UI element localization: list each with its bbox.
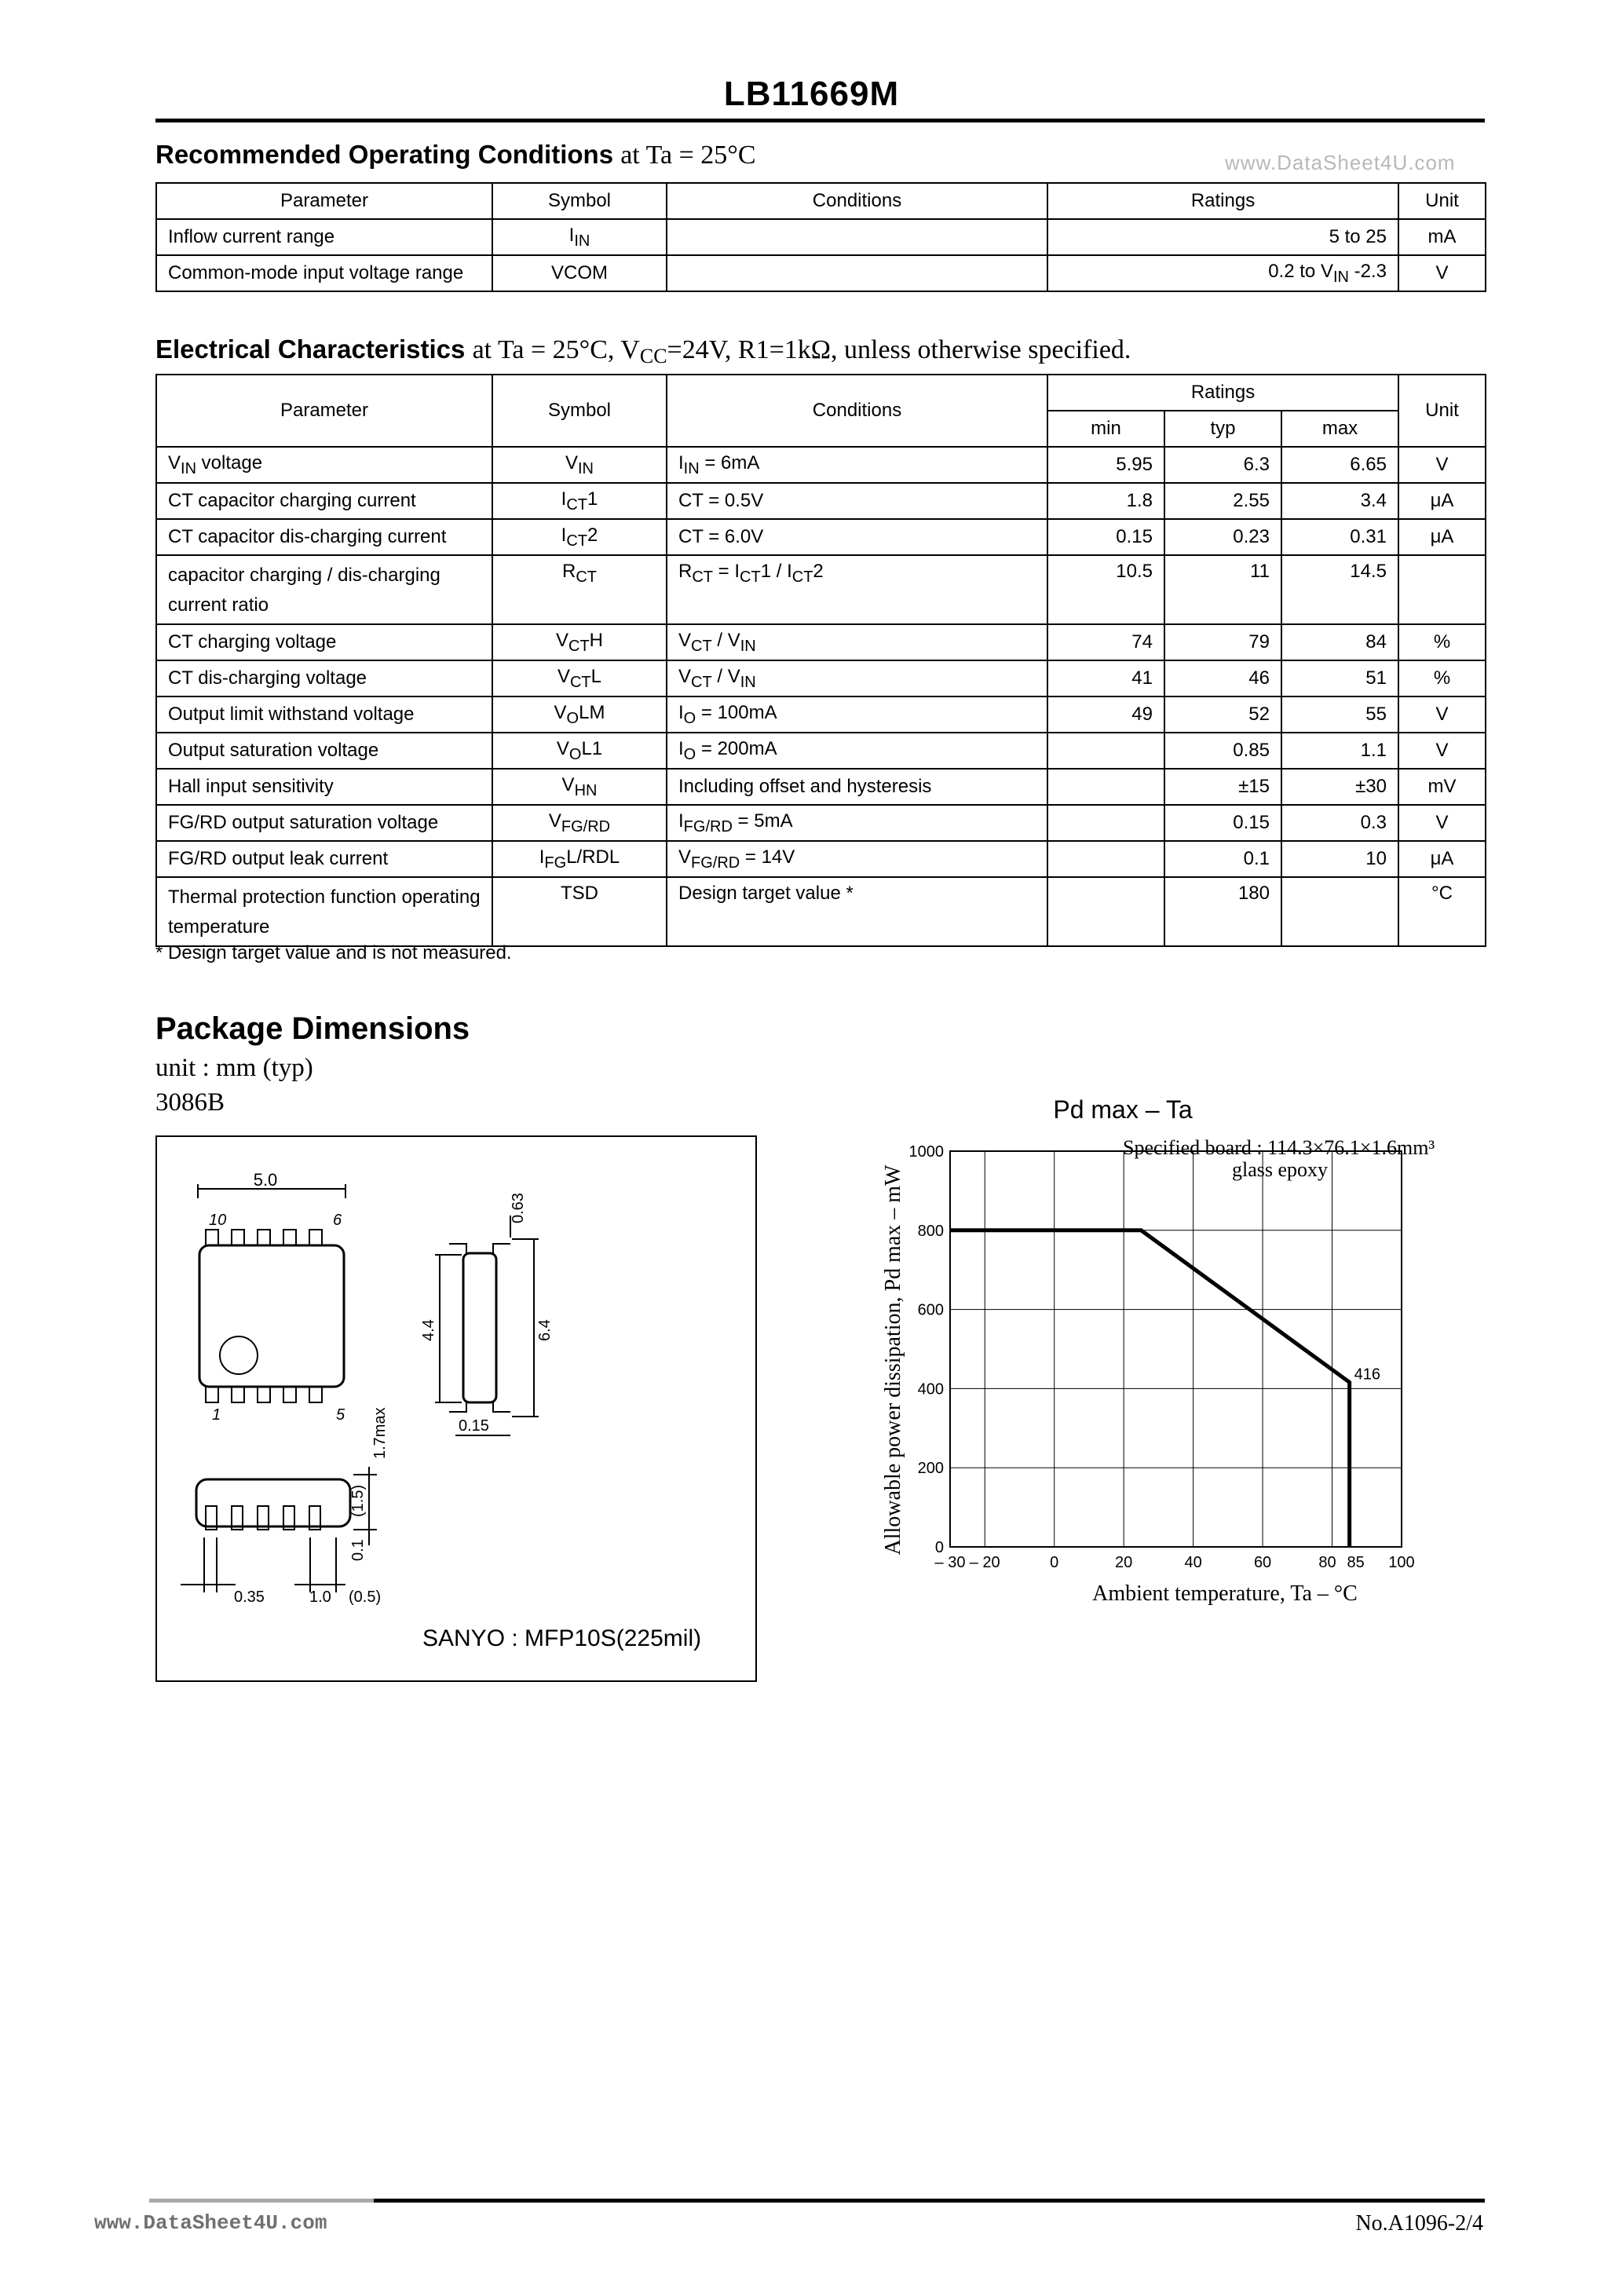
sym-main: I	[568, 224, 575, 246]
front-view	[181, 1467, 377, 1592]
electrical-heading-text: Electrical Characteristics	[155, 335, 466, 364]
param-text: V	[168, 452, 181, 473]
cell-cond	[667, 769, 1047, 805]
cell-cond	[667, 696, 1047, 733]
sym-sub: CT	[566, 532, 587, 550]
col-ratings: Ratings	[1047, 375, 1398, 411]
cond-sub: CT	[691, 673, 712, 691]
col-parameter: Parameter	[156, 375, 492, 447]
cell-symbol	[492, 555, 667, 624]
recommended-table	[155, 182, 1486, 292]
cell-param	[156, 483, 492, 519]
point-label-416: 416	[1354, 1366, 1381, 1384]
cond-main: Design target value *	[678, 883, 854, 904]
sym-main: V	[556, 737, 569, 759]
cond-main: V	[678, 846, 692, 868]
table-row	[156, 769, 1486, 805]
y-tick-label: 800	[917, 1222, 944, 1240]
y-tick-label: 200	[917, 1460, 944, 1478]
cell-min: 74	[1047, 624, 1164, 660]
sym-main: I	[561, 524, 567, 546]
cell-unit: μA	[1398, 483, 1486, 519]
cell-max: 6.65	[1281, 447, 1398, 483]
cell-cond	[667, 519, 1047, 555]
cond-sub: O	[683, 709, 696, 727]
rating-post: -2.3	[1348, 260, 1387, 282]
chart-annotation-epoxy: glass epoxy	[1231, 1158, 1329, 1181]
cell-cond	[667, 555, 1047, 624]
param-text-2: voltage	[196, 452, 263, 473]
cell-unit: mA	[1398, 219, 1486, 255]
col-conditions: Conditions	[667, 183, 1047, 219]
param-text: FG/RD output leak current	[168, 848, 389, 869]
rating-sub: IN	[1332, 268, 1349, 286]
cell-min	[1047, 877, 1164, 946]
chart-xlabel: Ambient temperature, Ta – °C	[1092, 1581, 1358, 1606]
cell-cond	[667, 483, 1047, 519]
cell-max: 51	[1281, 660, 1398, 696]
top-lead	[449, 1244, 510, 1253]
recommended-heading-cond: at Ta = 25°C	[620, 141, 756, 170]
cond-sub: CT	[692, 569, 714, 586]
param-sub: IN	[181, 459, 197, 477]
sym-suffix: 1	[587, 488, 598, 510]
sym-main: V	[557, 665, 570, 687]
pin1-marker	[220, 1336, 258, 1374]
cond-main: V	[678, 629, 692, 651]
table-row	[156, 624, 1486, 660]
cell-param: Inflow current range	[156, 219, 492, 255]
y-tick-label: 1000	[908, 1143, 944, 1161]
col-parameter: Parameter	[156, 183, 492, 219]
col-conditions: Conditions	[667, 375, 1047, 447]
col-unit: Unit	[1398, 375, 1486, 447]
cell-cond	[667, 733, 1047, 769]
cell-unit: V	[1398, 255, 1486, 291]
cell-typ: 52	[1164, 696, 1281, 733]
chart-title: Pd max – Ta	[1053, 1095, 1193, 1124]
cell-param	[156, 447, 492, 483]
x-tick-label: 60	[1253, 1554, 1272, 1571]
cell-max: 55	[1281, 696, 1398, 733]
cond-main: I	[678, 737, 684, 759]
electrical-table	[155, 374, 1486, 947]
cell-symbol	[492, 660, 667, 696]
param-text: FG/RD output saturation voltage	[168, 812, 439, 833]
cell-unit: μA	[1398, 519, 1486, 555]
sym-main: V	[565, 452, 578, 473]
col-min: min	[1047, 411, 1164, 447]
cond-text: / V	[711, 629, 740, 651]
cell-symbol	[492, 624, 667, 660]
cond-text-3: 2	[813, 561, 824, 582]
y-tick-label: 400	[917, 1380, 944, 1398]
cell-min	[1047, 733, 1164, 769]
param-text: CT capacitor dis-charging current	[168, 526, 447, 547]
cond-sub: CT	[691, 637, 712, 655]
cell-param	[156, 660, 492, 696]
sym-main: TSD	[561, 883, 598, 904]
cell-max: 0.3	[1281, 805, 1398, 841]
sym-sub: FG/RD	[561, 817, 611, 835]
front-body	[196, 1479, 350, 1526]
watermark-top[interactable]: www.DataSheet4U.com	[1225, 151, 1456, 174]
cell-min: 41	[1047, 660, 1164, 696]
pin-10-label: 10	[209, 1212, 227, 1229]
cond-text-2: 1 / I	[760, 561, 792, 582]
cell-max: 3.4	[1281, 483, 1398, 519]
cell-typ: 11	[1164, 555, 1281, 624]
cell-rating	[1047, 255, 1398, 291]
cell-cond	[667, 660, 1047, 696]
cell-max: 0.31	[1281, 519, 1398, 555]
footer-rule	[374, 2199, 1485, 2203]
cell-symbol	[492, 519, 667, 555]
cell-symbol	[492, 219, 667, 255]
x-tick-labels	[935, 1554, 1415, 1571]
cond-sub: FG/RD	[683, 817, 733, 835]
sym-suffix-2: L	[609, 846, 620, 868]
param-text: CT charging voltage	[168, 631, 337, 653]
sym-suffix: L	[590, 665, 602, 687]
cell-typ: 0.15	[1164, 805, 1281, 841]
cell-typ: 180	[1164, 877, 1281, 946]
param-text: Hall input sensitivity	[168, 776, 334, 797]
recommended-heading	[155, 140, 756, 170]
sym-main: I	[539, 846, 545, 868]
cond-main: CT = 0.5V	[678, 490, 764, 511]
cond-main: I	[678, 810, 684, 832]
footer-doc-number: No.A1096-2/4	[1355, 2211, 1483, 2236]
cell-typ: 0.23	[1164, 519, 1281, 555]
cell-max: 14.5	[1281, 555, 1398, 624]
cell-typ: 79	[1164, 624, 1281, 660]
cell-max: 84	[1281, 624, 1398, 660]
cell-min	[1047, 805, 1164, 841]
bottom-pins	[206, 1387, 322, 1402]
cell-rating: 5 to 25	[1047, 219, 1398, 255]
cell-symbol: VCOM	[492, 255, 667, 291]
sym-main: I	[561, 488, 567, 510]
package-heading: Package Dimensions	[155, 1011, 470, 1046]
table-row	[156, 219, 1486, 255]
cell-param	[156, 805, 492, 841]
table-row	[156, 255, 1486, 291]
cell-symbol	[492, 483, 667, 519]
cond-main: I	[678, 452, 684, 473]
y-tick-label: 600	[917, 1301, 944, 1319]
cond-text: = 200mA	[696, 737, 777, 759]
table-row	[156, 841, 1486, 877]
sym-sub: CT	[568, 637, 590, 655]
cell-cond	[667, 219, 1047, 255]
sym-main: V	[561, 773, 575, 795]
cell-param	[156, 877, 492, 946]
side-body	[463, 1253, 496, 1402]
x-tick-label: 100	[1388, 1554, 1415, 1571]
cell-symbol	[492, 841, 667, 877]
cell-unit: %	[1398, 624, 1486, 660]
chart-grid	[950, 1151, 1402, 1547]
cond-sub-2: IN	[740, 673, 756, 691]
cell-cond	[667, 841, 1047, 877]
page-title: LB11669M	[723, 75, 900, 113]
param-text: CT capacitor charging current	[168, 490, 416, 511]
cond-sub-2: IN	[740, 637, 756, 655]
cell-min	[1047, 841, 1164, 877]
cell-unit: μA	[1398, 841, 1486, 877]
top-pins	[206, 1230, 322, 1245]
package-caption: SANYO : MFP10S(225mil)	[422, 1625, 702, 1651]
cond-sub-3: CT	[791, 569, 813, 586]
cell-min	[1047, 769, 1164, 805]
electrical-heading-cond	[472, 335, 1131, 367]
y-tick-labels	[909, 1143, 945, 1556]
sym-sub: O	[566, 709, 579, 727]
sym-main: V	[548, 810, 561, 832]
cell-max: ±30	[1281, 769, 1398, 805]
cond-sub: FG/RD	[691, 854, 740, 872]
cond-sub: O	[683, 745, 696, 763]
chart-annotation-board: Specified board : 114.3×76.1×1.6mm³	[1123, 1136, 1435, 1159]
cell-unit: mV	[1398, 769, 1486, 805]
cell-param	[156, 555, 492, 624]
col-ratings: Ratings	[1047, 183, 1398, 219]
cond-text: = 100mA	[696, 701, 777, 723]
param-text: Output limit withstand voltage	[168, 704, 415, 725]
rating-pre: 0.2 to V	[1268, 260, 1333, 282]
chart-ylabel: Allowable power dissipation, Pd max – mW	[881, 1164, 905, 1556]
pin-6-label: 6	[333, 1212, 342, 1229]
cell-param	[156, 769, 492, 805]
cell-typ: 46	[1164, 660, 1281, 696]
cell-min: 0.15	[1047, 519, 1164, 555]
cell-cond	[667, 447, 1047, 483]
cond-main: I	[678, 701, 684, 723]
cell-param	[156, 841, 492, 877]
sym-sub: IN	[574, 232, 590, 250]
x-tick-label: 0	[1050, 1554, 1059, 1571]
cond-sub-2: CT	[740, 569, 761, 586]
y-tick-label: 0	[934, 1539, 944, 1556]
dim-15: (1.5)	[349, 1484, 367, 1517]
cond-text: = 5mA	[732, 810, 793, 832]
cond-text: = 6mA	[699, 452, 760, 473]
cell-cond	[667, 255, 1047, 291]
pdmax-chart	[864, 1091, 1508, 1625]
cell-symbol	[492, 877, 667, 946]
footnote: * Design target value and is not measured.	[155, 942, 512, 963]
cell-unit: °C	[1398, 877, 1486, 946]
dim-44: 4.4	[420, 1319, 437, 1341]
dim-64: 6.4	[536, 1319, 554, 1341]
cell-param	[156, 624, 492, 660]
sym-main: V	[554, 701, 567, 723]
sym-suffix: L/RD	[566, 846, 609, 868]
cond-main: V	[678, 665, 692, 687]
dim-01: 0.1	[349, 1539, 367, 1561]
sym-sub: CT	[569, 673, 591, 691]
sym-sub: IN	[578, 459, 594, 477]
sym-suffix: H	[589, 629, 604, 651]
table-row	[156, 555, 1486, 624]
x-tick-label: 40	[1184, 1554, 1202, 1571]
x-tick-label: – 20	[969, 1554, 1000, 1571]
dim-063: 0.63	[510, 1193, 527, 1223]
table-row	[156, 519, 1486, 555]
cell-unit	[1398, 555, 1486, 624]
table-row	[156, 877, 1486, 946]
cell-min: 1.8	[1047, 483, 1164, 519]
cell-typ: 2.55	[1164, 483, 1281, 519]
x-tick-label: 85	[1347, 1554, 1365, 1571]
cell-max	[1281, 877, 1398, 946]
x-tick-label: 20	[1115, 1554, 1133, 1571]
sym-sub: FG	[544, 854, 567, 872]
cond-text: = I	[713, 561, 740, 582]
cell-min: 5.95	[1047, 447, 1164, 483]
header-rule	[155, 119, 1485, 122]
col-symbol: Symbol	[492, 375, 667, 447]
table-row	[156, 660, 1486, 696]
dim-width: 5.0	[253, 1170, 278, 1190]
cell-typ: 0.1	[1164, 841, 1281, 877]
package-drawing-box	[155, 1135, 757, 1682]
dim-05: (0.5)	[349, 1589, 382, 1606]
pin-1-label: 1	[212, 1406, 221, 1424]
col-unit: Unit	[1398, 183, 1486, 219]
param-text: capacitor charging / dis-charging current ratio	[168, 565, 440, 616]
cell-symbol	[492, 805, 667, 841]
cell-unit: V	[1398, 805, 1486, 841]
cell-symbol	[492, 696, 667, 733]
table-header-row	[156, 183, 1486, 219]
cond-main: R	[678, 561, 693, 582]
footer-site-link[interactable]: www.DataSheet4U.com	[94, 2211, 327, 2235]
cond-a: at Ta = 25°C, V	[472, 335, 640, 364]
recommended-heading-text: Recommended Operating Conditions	[155, 140, 614, 169]
x-tick-label: 80	[1318, 1554, 1336, 1571]
cell-symbol	[492, 733, 667, 769]
table-row	[156, 447, 1486, 483]
dim-015: 0.15	[459, 1417, 489, 1435]
cond-sub: CC	[639, 345, 667, 367]
cell-min: 49	[1047, 696, 1164, 733]
cond-b: =24V, R1=1kΩ, unless otherwise specified.	[667, 335, 1131, 364]
cond-text: = 14V	[740, 846, 795, 868]
col-typ: typ	[1164, 411, 1281, 447]
pin-5-label: 5	[336, 1406, 345, 1424]
sym-main: V	[555, 629, 568, 651]
dim-035: 0.35	[234, 1589, 265, 1606]
cell-symbol	[492, 447, 667, 483]
footer-rule-gray	[149, 2199, 374, 2203]
cond-sub: IN	[683, 459, 700, 477]
cell-param	[156, 696, 492, 733]
col-symbol: Symbol	[492, 183, 667, 219]
sym-suffix: L1	[581, 737, 603, 759]
electrical-heading	[155, 335, 1131, 368]
sym-sub: HN	[574, 781, 598, 799]
param-text: Output saturation voltage	[168, 740, 379, 761]
cell-typ: ±15	[1164, 769, 1281, 805]
cell-max: 10	[1281, 841, 1398, 877]
table-header-row	[156, 375, 1486, 411]
dim-10: 1.0	[309, 1589, 331, 1606]
cell-symbol	[492, 769, 667, 805]
cell-typ: 0.85	[1164, 733, 1281, 769]
cell-min: 10.5	[1047, 555, 1164, 624]
sym-sub: O	[568, 745, 582, 763]
table-row	[156, 733, 1486, 769]
table-row	[156, 696, 1486, 733]
bottom-lead	[449, 1402, 510, 1412]
sym-sub: CT	[576, 569, 597, 586]
table-row	[156, 483, 1486, 519]
package-drawing	[157, 1137, 755, 1680]
cond-text: / V	[711, 665, 740, 687]
x-tick-label: – 30	[934, 1554, 966, 1571]
cell-max: 1.1	[1281, 733, 1398, 769]
side-view	[435, 1216, 539, 1435]
chart-frame	[950, 1151, 1402, 1547]
package-unit: unit : mm (typ)	[155, 1054, 313, 1082]
cell-param	[156, 733, 492, 769]
cell-param: Common-mode input voltage range	[156, 255, 492, 291]
cell-unit: V	[1398, 733, 1486, 769]
param-text: CT dis-charging voltage	[168, 667, 367, 689]
cell-typ: 6.3	[1164, 447, 1281, 483]
cell-unit: V	[1398, 696, 1486, 733]
sym-main: R	[561, 561, 576, 582]
param-text: Thermal protection function operating temperature	[168, 887, 481, 938]
cond-main: CT = 6.0V	[678, 526, 764, 547]
package-code: 3086B	[155, 1088, 225, 1117]
sym-sub: CT	[566, 495, 587, 514]
cell-cond	[667, 805, 1047, 841]
table-row	[156, 805, 1486, 841]
sym-suffix: 2	[587, 524, 598, 546]
cell-param	[156, 519, 492, 555]
dim-17max: 1.7max	[371, 1407, 389, 1459]
cell-cond	[667, 624, 1047, 660]
cell-unit: V	[1398, 447, 1486, 483]
cond-main: Including offset and hysteresis	[678, 776, 932, 797]
chip-body	[199, 1245, 344, 1387]
cell-cond	[667, 877, 1047, 946]
cell-unit: %	[1398, 660, 1486, 696]
sym-suffix: LM	[579, 701, 605, 723]
col-max: max	[1281, 411, 1398, 447]
